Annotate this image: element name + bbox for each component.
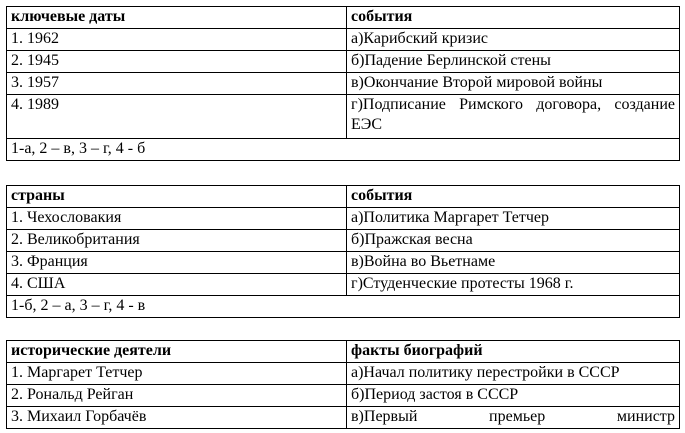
table-cell: а)Карибский кризис xyxy=(347,29,680,51)
table-row xyxy=(7,73,680,95)
table-cell: в)Окончание Второй мировой войны xyxy=(347,73,680,95)
table-cell: б)Пражская весна xyxy=(347,230,680,252)
table-header-row xyxy=(7,7,680,29)
table-figures-facts xyxy=(6,340,680,429)
table-cell: г)Студенческие протесты 1968 г. xyxy=(347,274,680,296)
table-cell: 2. 1945 xyxy=(7,51,347,73)
table-countries-events xyxy=(6,185,680,318)
table-cell: 3. 1957 xyxy=(7,73,347,95)
table-row xyxy=(7,363,680,385)
table-cell: б)Падение Берлинской стены xyxy=(347,51,680,73)
table-row xyxy=(7,208,680,230)
table-cell: 4. США xyxy=(7,274,347,296)
table-row xyxy=(7,29,680,51)
header-cell: исторические деятели xyxy=(7,341,347,363)
table-cell: г)Подписание Римского договора, создание ЕЭС xyxy=(347,95,680,139)
table-row xyxy=(7,407,680,429)
answer-row xyxy=(7,139,680,161)
header-cell: факты биографий xyxy=(347,341,680,363)
table-cell: б)Период застоя в СССР xyxy=(347,385,680,407)
table-cell: 3. Михаил Горбачёв xyxy=(7,407,347,429)
table-cell: 2. Великобритания xyxy=(7,230,347,252)
table-cell: а)Политика Маргарет Тетчер xyxy=(347,208,680,230)
table-header-row xyxy=(7,341,680,363)
table-cell: 1. 1962 xyxy=(7,29,347,51)
table-cell: 3. Франция xyxy=(7,252,347,274)
header-cell: события xyxy=(347,7,680,29)
table-row xyxy=(7,230,680,252)
table-cell: 1. Чехословакия xyxy=(7,208,347,230)
table-cell: 1. Маргарет Тетчер xyxy=(7,363,347,385)
table-cell: в)Первый премьер министр xyxy=(347,407,680,429)
answer-row xyxy=(7,296,680,318)
table-row xyxy=(7,385,680,407)
table-cell: 2. Рональд Рейган xyxy=(7,385,347,407)
table-dates-events xyxy=(6,6,680,161)
table-header-row xyxy=(7,186,680,208)
answer-cell: 1-б, 2 – а, 3 – г, 4 - в xyxy=(7,296,680,318)
table-cell: а)Начал политику перестройки в СССР xyxy=(347,363,680,385)
answer-cell: 1-а, 2 – в, 3 – г, 4 - б xyxy=(7,139,680,161)
header-cell: ключевые даты xyxy=(7,7,347,29)
table-cell: в)Война во Вьетнаме xyxy=(347,252,680,274)
table-cell: 4. 1989 xyxy=(7,95,347,139)
table-row xyxy=(7,51,680,73)
table-row xyxy=(7,95,680,139)
header-cell: события xyxy=(347,186,680,208)
table-row xyxy=(7,274,680,296)
header-cell: страны xyxy=(7,186,347,208)
table-row xyxy=(7,252,680,274)
